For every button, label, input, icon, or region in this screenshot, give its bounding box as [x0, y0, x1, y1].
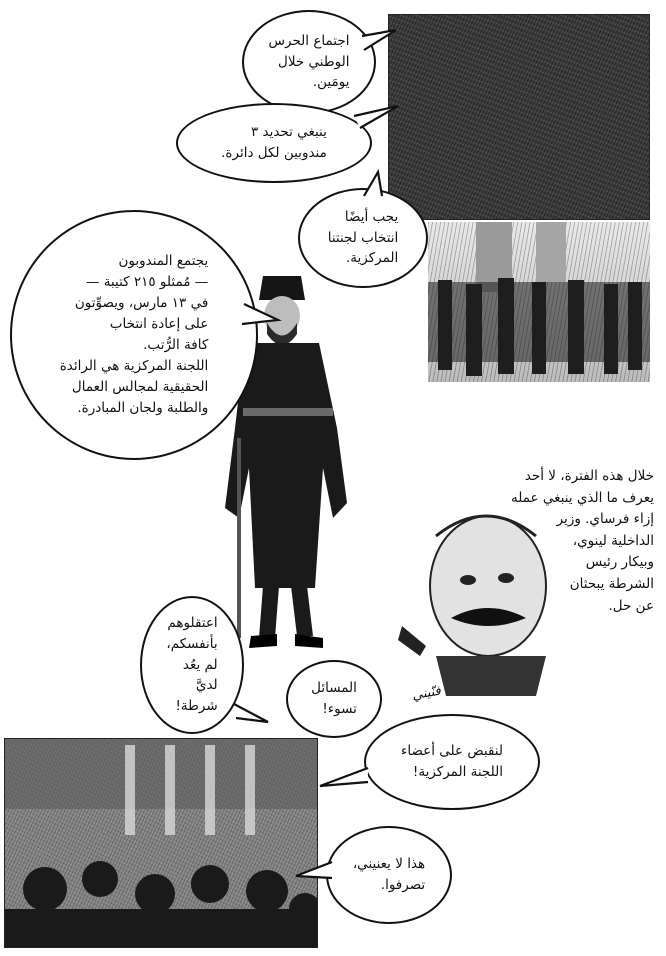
speech-bubble-guard-meeting — [242, 10, 376, 114]
speech-bubble-arrest-yourselves — [140, 596, 244, 734]
speech-text: اعتقلوهم بأنفسكم، لم يعُد لديَّ شرطة! — [166, 614, 218, 715]
speech-bubble-elect-committee — [298, 188, 428, 288]
speech-text: يجتمع المندوبون — مُمثلو ٢١٥ كتيبة — في ١٣ مارس، ويصوِّتون على إعادة انتخاب كافة الرُّتب. اللجنة المركزية هي الرائدة الحقيقية لمجالس العمال والطلبة ولجان المبادرة. — [59, 253, 209, 416]
bubble-tail — [240, 300, 280, 330]
tavern-meeting-engraving — [388, 14, 650, 220]
bubble-tail — [360, 26, 400, 56]
marching-guards-engraving — [428, 222, 650, 382]
artist-signature: فنّيني — [410, 683, 442, 704]
speech-text: لنقبض على أعضاء اللجنة المركزية! — [401, 743, 503, 780]
bubble-tail — [232, 700, 272, 730]
bubble-tail — [352, 100, 402, 130]
speech-bubble-three-delegates — [176, 103, 372, 183]
speech-text: اجتماع الحرس الوطني خلال يومَين. — [268, 32, 350, 91]
narration-caption: خلال هذه الفترة، لا أحد يعرف ما الذي ينبغي عمله إزاء فرساي. وزير الداخلية لينوي، وبيكار رئيس الشرطة يبحثان عن حل. — [511, 468, 654, 614]
speech-bubble-not-my-concern — [326, 826, 452, 924]
speech-bubble-delegates-meet — [10, 210, 258, 460]
assembly-hall-engraving — [4, 738, 318, 948]
speech-text: هذا لا يعنيني، تصرفوا. — [352, 856, 426, 893]
bubble-tail — [294, 858, 334, 888]
speech-bubble-issues-worse — [286, 660, 382, 738]
speech-bubble-arrest-committee — [364, 714, 540, 810]
speech-text: يجب أيضًا انتخاب لجنتنا المركزية. — [327, 208, 399, 267]
speech-text: ينبغي تحديد ٣ مندوبين لكل دائرة. — [221, 124, 327, 161]
speech-text: المسائل تسوء! — [311, 680, 357, 717]
bubble-tail — [360, 170, 390, 200]
bubble-tail — [318, 764, 372, 794]
